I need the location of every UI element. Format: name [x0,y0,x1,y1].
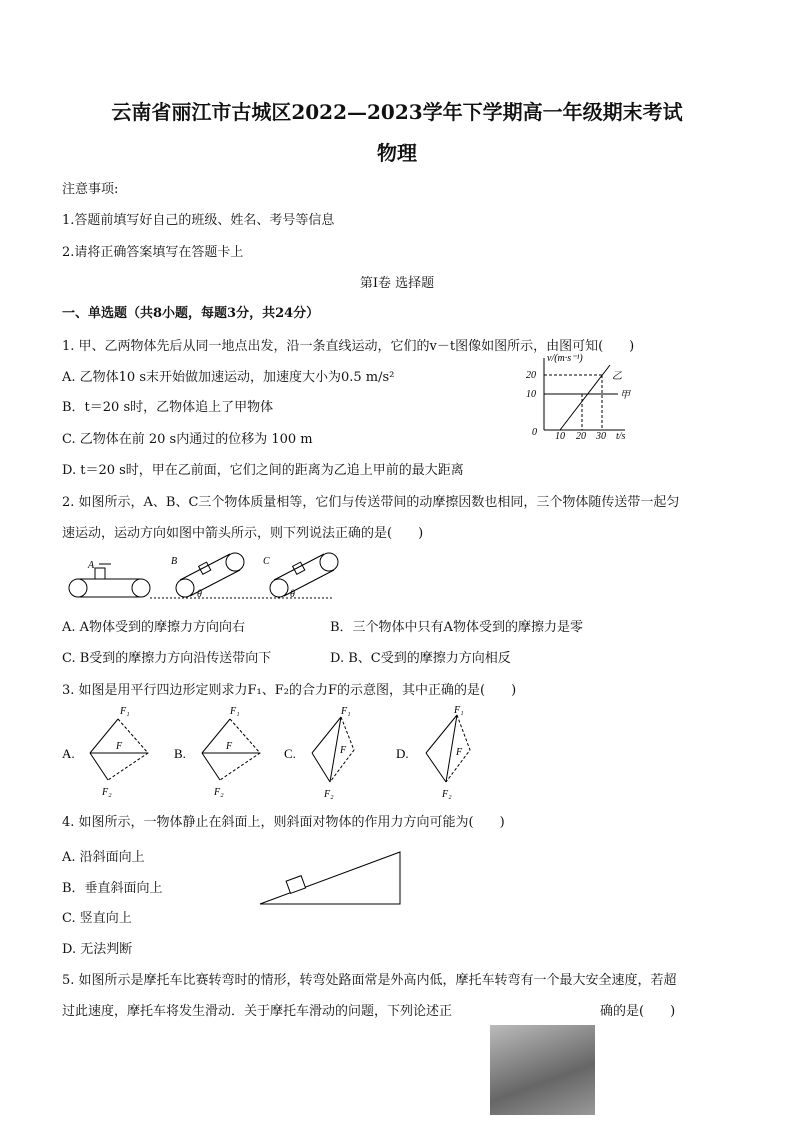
q5-stem-2: 过此速度，摩托车将发生滑动．关于摩托车滑动的问题，下列论述正 [62,1004,453,1019]
choice-b: B. [174,746,186,761]
xtick: 20 [576,431,586,442]
xtick: 30 [596,431,606,442]
f-label: F [226,741,233,752]
theta-b: θ [197,589,202,600]
subject-title: 物理 [377,141,417,165]
choice-d: D. [396,746,409,761]
q2-stem-1: 2. 如图所示，A、B、C三个物体质量相等，它们与传送带间的动摩擦因数也相同，三个物体随传送带一起匀 [62,495,680,510]
f1-label: F₁ [454,705,464,716]
q1-option-b: B．t＝20 s时，乙物体追上了甲物体 [62,400,274,415]
f1-label: F₁ [341,706,351,717]
section-title: 一、单选题（共8小题，每题3分，共24分） [62,306,320,321]
q1-option-c: C. 乙物体在前 20 s内通过的位移为 100 m [62,432,313,447]
f-label: F [456,747,463,758]
ytick: 20 [526,370,536,381]
q4-option-d: D. 无法判断 [62,942,133,957]
xtick: 10 [555,431,565,442]
label-a: A [88,560,95,571]
q5-stem-1: 5. 如图所示是摩托车比赛转弯时的情形，转弯处路面常是外高内低，摩托车转弯有一个最大安全速度，若超 [62,973,677,988]
q2-stem-2: 速运动，运动方向如图中箭头所示，则下列说法正确的是( ) [62,526,424,541]
f-label: F [340,745,347,756]
motorcycle-photo [490,1025,595,1115]
q2-option-a: A. A物体受到的摩擦力方向向右 [62,620,246,635]
graph-xlabel: t/s [616,431,626,442]
q1-stem: 1. 甲、乙两物体先后从同一地点出发，沿一条直线运动，它们的v－t图像如图所示，由图可知( ) [62,339,635,354]
q3-force-diagrams [62,705,482,800]
q4-incline-diagram [258,850,408,910]
f2-label: F₂ [324,789,334,800]
q1-option-a: A. 乙物体10 s末开始做加速运动，加速度大小为0.5 m/s² [62,370,395,385]
note-1: 1.答题前填写好自己的班级、姓名、考号等信息 [62,213,335,228]
line-label-jia: 甲 [620,390,630,401]
q4-option-a: A. 沿斜面向上 [62,850,145,865]
choice-a: A. [62,746,75,761]
exam-title: 云南省丽江市古城区2022—2023学年下学期高一年级期末考试 [111,100,683,124]
q2-option-b: B．三个物体中只有A物体受到的摩擦力是零 [330,620,583,635]
line-label-yi: 乙 [612,371,622,382]
note-2: 2.请将正确答案填写在答题卡上 [62,245,244,260]
q4-stem: 4. 如图所示，一物体静止在斜面上，则斜面对物体的作用力方向可能为( ) [62,815,505,830]
q1-option-d: D. t＝20 s时，甲在乙前面，它们之间的距离为乙追上甲前的最大距离 [62,463,464,478]
label-c: C [263,556,270,567]
f1-label: F₁ [230,706,240,717]
q2-option-c: C. B受到的摩擦力方向沿传送带向下 [62,651,272,666]
f2-label: F₂ [214,787,224,798]
q3-stem: 3. 如图是用平行四边形定则求力F₁、F₂的合力F的示意图，其中正确的是( ) [62,683,517,698]
origin-label: 0 [532,427,537,438]
notes-heading: 注意事项: [62,182,119,197]
f1-label: F₁ [120,706,130,717]
q1-vt-graph [520,355,640,440]
q2-conveyor-diagram [65,550,335,605]
theta-c: θ [290,589,295,600]
q4-option-b: B．垂直斜面向上 [62,881,163,896]
q2-option-d: D. B、C受到的摩擦力方向相反 [330,651,511,666]
f2-label: F₂ [102,787,112,798]
q4-option-c: C. 竖直向上 [62,911,132,926]
f-label: F [116,741,123,752]
ytick: 10 [526,389,536,400]
label-b: B [171,556,178,567]
q5-stem-3: 确的是( ) [600,1004,676,1019]
choice-c: C. [284,746,296,761]
part-title: 第Ⅰ卷 选择题 [359,276,435,291]
f2-label: F₂ [442,789,452,800]
graph-ylabel: v/(m·s⁻¹) [547,353,583,364]
